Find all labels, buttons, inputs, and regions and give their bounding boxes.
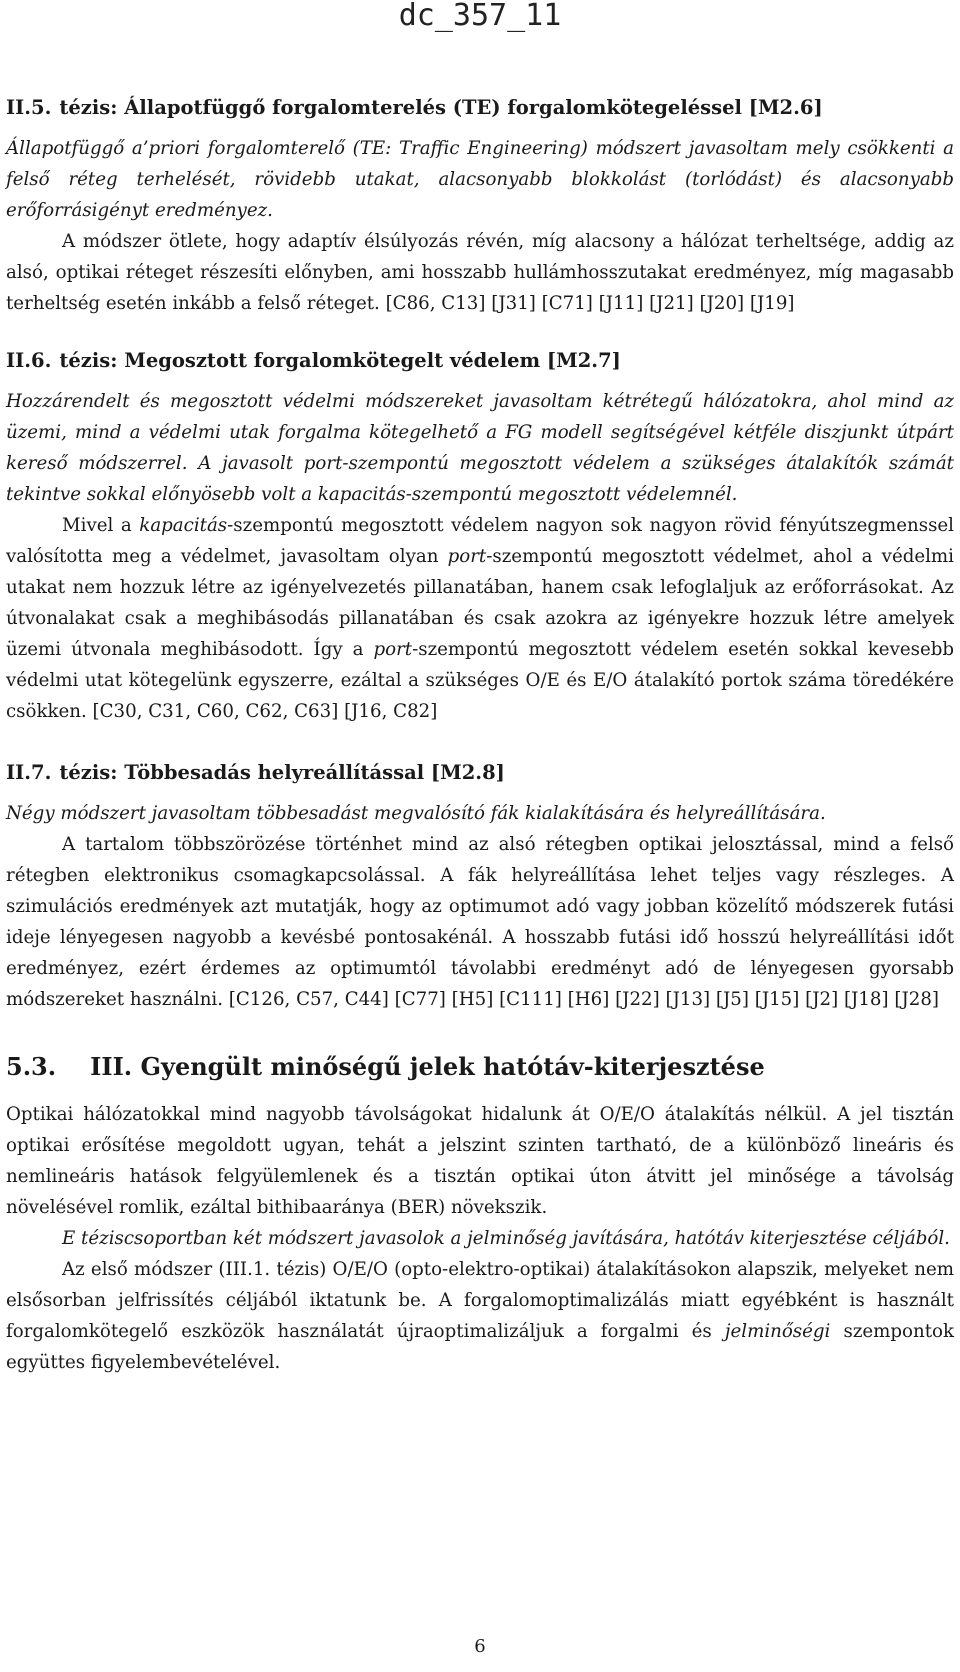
emphasis: port [447,546,487,567]
thesis-statement [6,386,954,510]
section-number: II.6. [6,349,52,372]
emphasis: E téziscsoportban két módszert javasolok a jelminőség javítására, hatótáv kiterjesztése céljából. [62,1228,950,1249]
section-heading-ii5 [6,92,954,123]
paragraph: A tartalom többszörözése történhet mind az alsó rétegben optikai jelosztással, mind a felső rétegben elektronikus csomagkapcsolással. A fák helyreállítása lehet teljes vagy részleges. A szimulációs eredmények azt mutatják, hogy az optimumot adó vagy jobban közelítő módszerek futási ideje lényegesen nagyobb a kevésbé pontosakénál. A hosszabb futási idő hosszú helyreállítási időt eredményez, ezért érdemes az optimumtól távolabbi eredményt adó de lényegesen gyorsabb módszereket használni. [C126, C57, C44] [C77] [H5] [C111] [H6] [J22] [J13] [J5] [J15] [J2] [J18] [J28] [6,834,954,1010]
page-number: 6 [474,1636,486,1657]
section-number: II.7. [6,761,52,784]
section-title: tézis: Többesadás helyreállítással [M2.8] [59,761,505,784]
paragraph: Optikai hálózatokkal mind nagyobb távolságokat hidalunk át O/E/O átalakítás nélkül. A jel tisztán optikai erősítése megoldott ugyan, tehát a jelszint szinten tartható, de a különböző lineáris és nemlineáris hatások felgyülemlenek és a tisztán optikai úton átvitt jel minősége a távolság növelésével romlik, ezáltal bithibaaránya (BER) növekszik. [6,1104,954,1218]
section-heading-ii6 [6,345,954,376]
chapter-title: III. Gyengült minőségű jelek hatótáv-kiterjesztése [90,1052,765,1081]
text-run: -szempontú megosztott védelem esetén sokkal kevesebb védelmi utat kötegelünk egyszerre, ezáltal a szükséges O/E és E/O átalakító portok száma töredékére csökken. [C30, C31, C60, C62, C63] [J16, C82] [6,639,954,722]
paragraph: A módszer ötlete, hogy adaptív élsúlyozás révén, míg alacsony a hálózat terheltsége, addig az alsó, optikai réteget részesíti előnyben, ami hosszabb hullámhosszutakat eredményez, míg magasabb terheltség esetén inkább a felső réteget. [C86, C13] [J31] [C71] [J11] [J21] [J20] [J19] [6,231,954,314]
text-run: Mivel a [62,515,140,536]
paragraph [6,510,954,727]
paragraph [6,1223,954,1254]
page-content [6,92,954,1378]
chapter-number: 5.3. [6,1052,57,1081]
chapter-heading-5-3 [6,1049,954,1085]
thesis-statement-text: Állapotfüggő a’priori forgalomterelő (TE: Traffic Engineering) módszert javasoltam mely csökkenti a felső réteg terhelését, rövidebb utakat, alacsonyabb blokkolást (torlódást) és alacsonyabb erőforrásigényt eredményez. [6,138,954,221]
emphasis: kapacitás [139,515,228,536]
paragraph [6,1254,954,1378]
section-number: II.5. [6,96,52,119]
text-run: -szempontú megosztott védelem nagyon sok nagyon rövid fényútszegmenssel valósította meg a védelmet, javasoltam olyan [6,515,954,567]
thesis-statement-text: Négy módszert javasoltam többesadást megvalósító fák kialakítására és helyreállítására. [6,803,826,824]
text-run: Az első módszer (III.1. tézis) O/E/O (opto-elektro-optikai) átalakításokon alapszik, melyeket nem elsősorban jelfrissítés céljából iktatunk be. A forgalomoptimalizálás miatt egyébként is használt forgalomkötegelő eszközök használatát újraoptimalizáljuk a forgalmi és [6,1259,954,1342]
section-heading-ii7 [6,757,954,788]
text-run: -szempontú megosztott védelmet, ahol a védelmi utakat nem hozzuk létre az igényelvezetés pillanatában, hanem csak lefoglaljuk az erőforrásokat. Az útvonalakat csak a meghibásodás pillanatában és csak azokra az igényekre hozzuk létre amelyek üzemi útvonala meghibásodott. Így a [6,546,954,660]
text-run: szempontok együttes figyelembevételével. [6,1321,954,1373]
emphasis: jelminőségi [724,1321,831,1342]
page-header: dc_357_11 [398,0,562,33]
thesis-statement [6,133,954,226]
thesis-statement [6,798,954,829]
section-title: tézis: Megosztott forgalomkötegelt védelem [M2.7] [59,349,621,372]
emphasis: port [373,639,413,660]
section-title: tézis: Állapotfüggő forgalomterelés (TE) forgalomkötegeléssel [M2.6] [59,96,823,119]
thesis-statement-text: Hozzárendelt és megosztott védelmi módszereket javasoltam kétrétegű hálózatokra, ahol mind az üzemi, mind a védelmi utak forgalma kötegelhető a FG modell segítségével kétféle diszjunkt útpárt kereső módszerrel. A javasolt port-szempontú megosztott védelem a szükséges átalakítók számát tekintve sokkal előnyösebb volt a kapacitás-szempontú megosztott védelemnél. [6,391,954,505]
